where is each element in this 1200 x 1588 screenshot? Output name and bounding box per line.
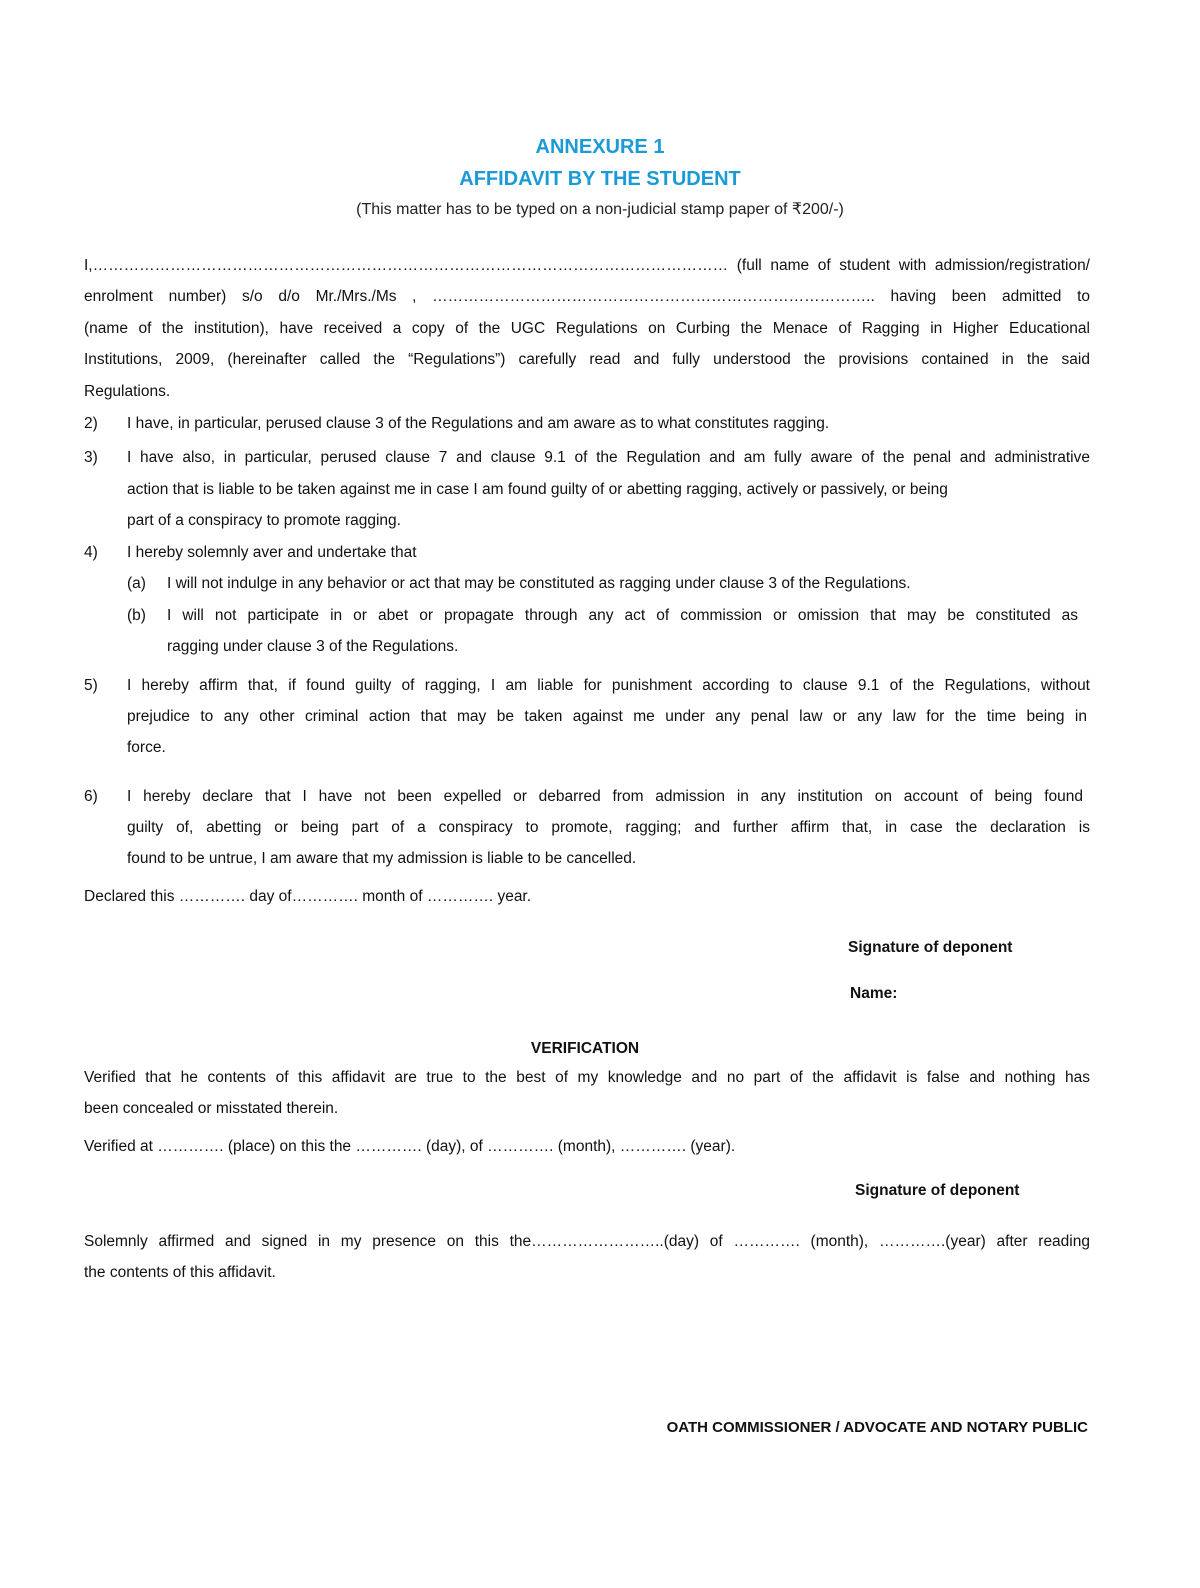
intro-line: enrolment number) s/o d/o Mr./Mrs./Ms , ………………………………………………………………………….. having been admitted to bbox=[84, 288, 1090, 305]
affirmation-line: Solemnly affirmed and signed in my presence on this the……………………..(day) of …………. (month), ………….(year) after reading bbox=[84, 1233, 1090, 1250]
intro-line: (name of the institution), have received a copy of the UGC Regulations on Curbing the Menace of Ragging in Higher Educational bbox=[84, 320, 1090, 337]
item-text: I hereby solemnly aver and undertake that bbox=[127, 544, 417, 561]
verification-line: Verified that he contents of this affidavit are true to the best of my knowledge and no part of the affidavit is false and nothing has bbox=[84, 1069, 1090, 1086]
subitem-letter: (b) bbox=[127, 607, 146, 624]
verification-signature-label: Signature of deponent bbox=[855, 1182, 1020, 1199]
declaration-date-line: Declared this …………. day of…………. month of …………. year. bbox=[84, 888, 532, 905]
subitem-letter: (a) bbox=[127, 575, 146, 592]
item-text: action that is liable to be taken against me in case I am found guilty of or abetting ragging, actively or passively, or being bbox=[127, 481, 948, 498]
item-text: prejudice to any other criminal action that may be taken against me under any penal law or any law for the time being in bbox=[127, 708, 1087, 725]
annexure-heading: ANNEXURE 1 bbox=[535, 136, 665, 158]
verification-title: VERIFICATION bbox=[530, 1040, 640, 1057]
verification-line: been concealed or misstated therein. bbox=[84, 1100, 339, 1117]
item-number: 5) bbox=[84, 677, 98, 694]
oath-commissioner-label: OATH COMMISSIONER / ADVOCATE AND NOTARY PUBLIC bbox=[666, 1419, 1088, 1436]
intro-line: Institutions, 2009, (hereinafter called the “Regulations”) carefully read and fully understood the provisions contained in the said bbox=[84, 351, 1090, 368]
item-text: force. bbox=[127, 739, 166, 756]
affirmation-line: the contents of this affidavit. bbox=[84, 1264, 276, 1281]
item-text: part of a conspiracy to promote ragging. bbox=[127, 512, 401, 529]
intro-line: Regulations. bbox=[84, 383, 171, 400]
subitem-text: I will not participate in or abet or propagate through any act of commission or omission that may be constituted as bbox=[167, 607, 1078, 624]
item-text: I have, in particular, perused clause 3 of the Regulations and am aware as to what constitutes ragging. bbox=[127, 415, 830, 432]
item-text: I hereby declare that I have not been expelled or debarred from admission in any institution on account of being found bbox=[127, 788, 1083, 805]
item-text: guilty of, abetting or being part of a conspiracy to promote, ragging; and further affirm that, in case the declaration is bbox=[127, 819, 1090, 836]
item-number: 3) bbox=[84, 449, 98, 466]
subitem-text: I will not indulge in any behavior or act that may be constituted as ragging under clause 3 of the Regulations. bbox=[167, 575, 911, 592]
item-number: 4) bbox=[84, 544, 98, 561]
item-text: found to be untrue, I am aware that my admission is liable to be cancelled. bbox=[127, 850, 637, 867]
signature-of-deponent-label: Signature of deponent bbox=[848, 939, 1013, 956]
subitem-text: ragging under clause 3 of the Regulations. bbox=[167, 638, 459, 655]
affidavit-title: AFFIDAVIT BY THE STUDENT bbox=[459, 168, 741, 190]
intro-line: I,…………………………………………………………………………………………………………… (full name of student with admission/registration/ bbox=[84, 257, 1090, 274]
item-text: I hereby affirm that, if found guilty of ragging, I am liable for punishment according to clause 9.1 of the Regulations, without bbox=[127, 677, 1090, 694]
stamp-paper-note: (This matter has to be typed on a non-judicial stamp paper of ₹200/-) bbox=[356, 201, 844, 218]
item-number: 2) bbox=[84, 415, 98, 432]
item-number: 6) bbox=[84, 788, 98, 805]
deponent-name-label: Name: bbox=[850, 985, 898, 1002]
verification-place-date-line: Verified at …………. (place) on this the …………. (day), of …………. (month), …………. (year). bbox=[84, 1138, 736, 1155]
item-text: I have also, in particular, perused clause 7 and clause 9.1 of the Regulation and am fully aware of the penal and administrative bbox=[127, 449, 1090, 466]
